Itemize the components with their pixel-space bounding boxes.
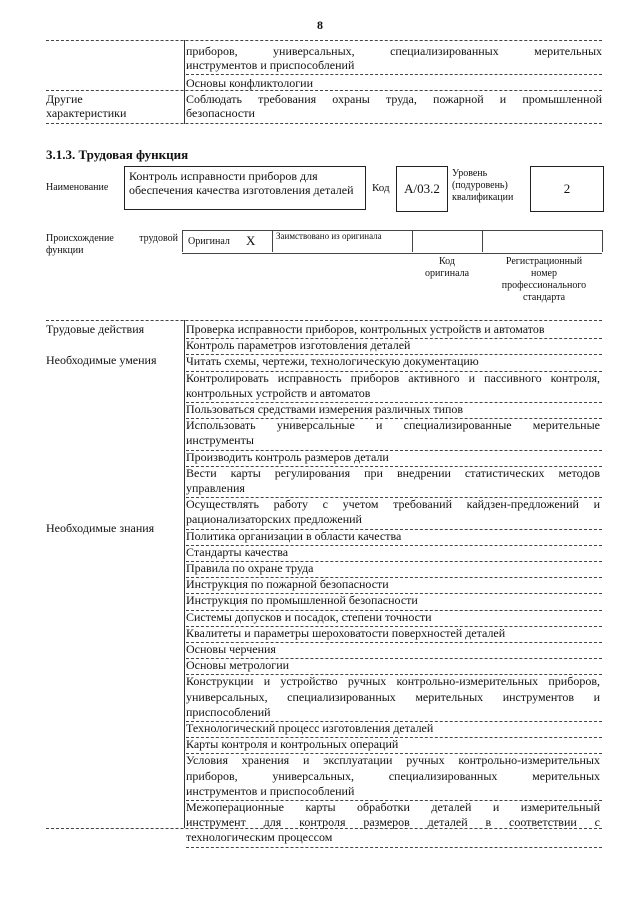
text-line: Политика организации в области качества: [186, 528, 402, 543]
main-table-divider: [184, 320, 185, 828]
skills-item: [186, 450, 600, 465]
text-line: инструментов и приспособлений: [186, 58, 355, 72]
skills-item: [186, 497, 600, 527]
text-line: Контролировать исправность приборов активного и пассивного контроля,: [186, 370, 600, 385]
text-line: Межоперационные карты обработки деталей и измерительный: [186, 800, 600, 814]
borrowed-label: Заимствовано из оригинала: [276, 231, 382, 241]
knowledge-item: [186, 610, 600, 625]
name-label: Наименование: [46, 182, 109, 193]
row-text: [186, 92, 602, 120]
level-label: Уровень (подуровень) квалификации: [452, 168, 514, 203]
origin-sep: [182, 230, 183, 252]
text-line: Условия хранения и эксплуатации ручных контрольно-измерительных: [186, 753, 600, 768]
text-line: Производить контроль размеров детали: [186, 449, 389, 464]
text-line: рационализаторских предложений: [186, 512, 362, 527]
knowledge-item: [186, 721, 600, 736]
knowledge-item: [186, 577, 600, 592]
text-line: безопасности: [186, 106, 255, 120]
table-bottom-rule: [46, 123, 602, 124]
skills-item: [186, 354, 600, 369]
row-rule: [46, 90, 602, 91]
text-line: Контроль параметров изготовления деталей: [186, 338, 411, 353]
text-line: Основы черчения: [186, 642, 276, 656]
code-caption: Код оригинала: [424, 256, 470, 279]
knowledge-label: Необходимые знания: [46, 521, 155, 535]
origin-sep: [482, 230, 483, 252]
actions-item: [186, 322, 600, 337]
row-rule: [186, 74, 602, 75]
text-line: приспособлений: [186, 704, 271, 719]
knowledge-item: [186, 626, 600, 641]
origin-sep: [602, 230, 603, 252]
text-line: Основы конфликтологии: [186, 76, 314, 90]
text-line: Системы допусков и посадок, степени точности: [186, 609, 432, 624]
skills-item: [186, 402, 600, 417]
text-line: Инструкция по промышленной безопасности: [186, 593, 418, 608]
knowledge-item: [186, 642, 600, 657]
knowledge-item: [186, 545, 600, 560]
text-line: контрольных устройств и автоматов: [186, 385, 371, 400]
text-line: приборов, универсальных, специализированных мерительных: [186, 768, 600, 783]
text-line: инструмент для контроля размеров деталей в соответствии с: [186, 815, 600, 830]
text-line: Проверка исправности приборов, контрольных устройств и автоматов: [186, 322, 545, 336]
function-code: A/03.2: [396, 166, 448, 212]
row-label: Другие характеристики: [46, 92, 127, 120]
section-title: 3.1.3. Трудовая функция: [46, 147, 189, 162]
text-line: Использовать универсальные и специализированные мерительные: [186, 418, 600, 433]
level-value: 2: [530, 166, 604, 212]
origin-sep: [272, 230, 273, 252]
text-line: Технологический процесс изготовления деталей: [186, 721, 434, 735]
text-line: Инструкция по пожарной безопасности: [186, 577, 389, 592]
skills-item: [186, 371, 600, 401]
text-line: Пользоваться средствами измерения различных типов: [186, 402, 464, 416]
reg-caption: Регистрационный номер профессионального стандарта: [501, 256, 587, 303]
knowledge-item: [186, 529, 600, 544]
code-label: Код: [372, 182, 390, 194]
row-rule: [186, 847, 602, 848]
text-line: инструменты: [186, 433, 254, 448]
text-line: управления: [186, 481, 245, 495]
table-divider: [184, 40, 185, 124]
text-line: Карты контроля и контрольных операций: [186, 737, 399, 752]
origin-sep: [412, 230, 413, 252]
origin-label: Происхождение трудовой функции: [46, 233, 178, 256]
skills-label: Необходимые умения: [46, 353, 157, 367]
row-text: [186, 76, 602, 90]
table-top-rule: [46, 40, 602, 41]
knowledge-item: [186, 561, 600, 576]
text-line: Конструкции и устройство ручных контрольно-измерительных приборов,: [186, 674, 600, 689]
text-line: Квалитеты и параметры шероховатости поверхностей деталей: [186, 625, 506, 640]
knowledge-item: [186, 658, 600, 673]
skills-item: [186, 418, 600, 448]
knowledge-item: [186, 753, 600, 799]
text-line: Стандарты качества: [186, 544, 289, 559]
knowledge-item: [186, 593, 600, 608]
text-line: инструментов и приспособлений: [186, 783, 355, 798]
page-number: 8: [317, 18, 323, 32]
function-name: Контроль исправности приборов для обеспечения качества изготовления деталей: [124, 166, 366, 210]
original-label: Оригинал: [188, 236, 230, 247]
text-line: приборов, универсальных, специализированных мерительных: [186, 44, 602, 58]
text-line: технологическим процессом: [186, 830, 333, 845]
knowledge-item: [186, 737, 600, 752]
text-line: Вести карты регулирования при внедрении статистических методов: [186, 465, 600, 480]
actions-label: Трудовые действия: [46, 322, 145, 336]
original-mark: X: [246, 233, 256, 248]
knowledge-item: [186, 800, 600, 846]
text-line: Правила по охране труда: [186, 561, 314, 575]
text-line: Основы метрологии: [186, 658, 290, 673]
text-line: Соблюдать требования охраны труда, пожарной и промышленной: [186, 92, 602, 106]
knowledge-item: [186, 674, 600, 720]
text-line: универсальных, специализированных мерительных инструментов и: [186, 689, 600, 704]
text-line: Читать схемы, чертежи, технологическую документацию: [186, 354, 479, 369]
actions-item: [186, 338, 600, 353]
skills-item: [186, 466, 600, 496]
text-line: Осуществлять работу с учетом требований кайдзен-предложений и: [186, 497, 600, 512]
row-text: [186, 44, 602, 72]
main-table-top-rule: [46, 320, 602, 321]
